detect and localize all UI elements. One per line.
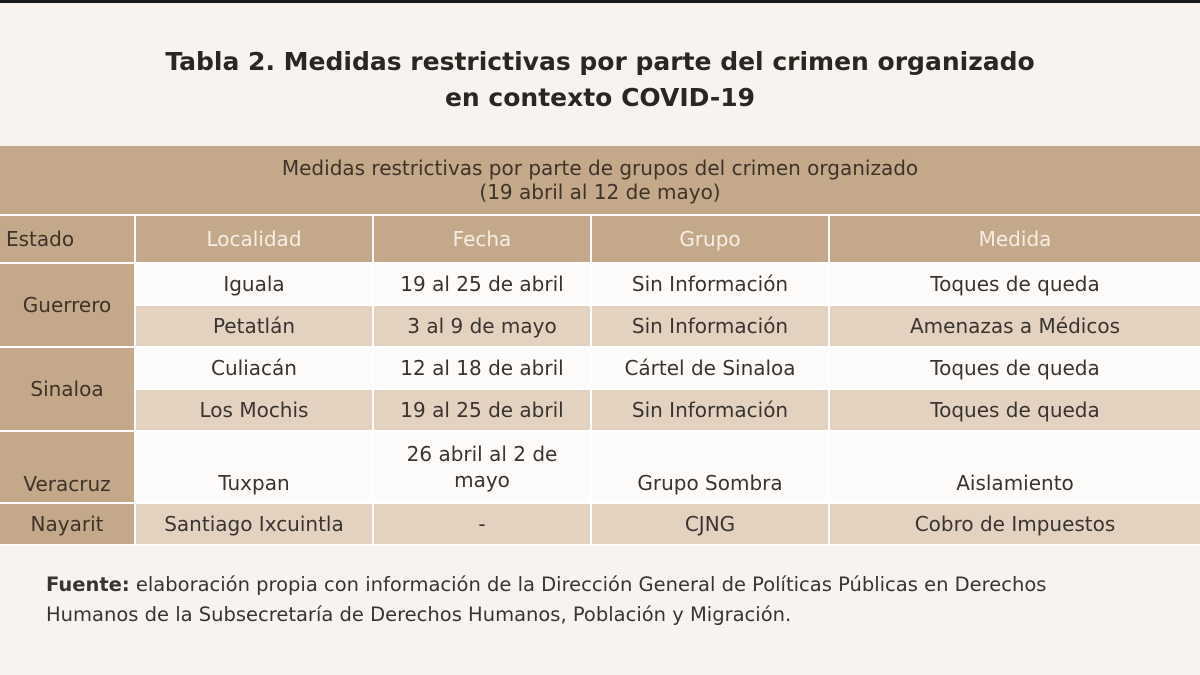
table-banner: [0, 146, 1200, 215]
header-estado: Estado: [0, 215, 135, 263]
header-fecha: Fecha: [373, 215, 591, 263]
cell-medida: Amenazas a Médicos: [829, 305, 1200, 347]
state-nayarit: Nayarit: [0, 503, 135, 545]
cell-grupo: Grupo Sombra: [591, 431, 829, 503]
cell-grupo: Sin Información: [591, 263, 829, 305]
source-note: [46, 570, 1196, 630]
cell-localidad: Iguala: [135, 263, 373, 305]
cell-medida: Toques de queda: [829, 389, 1200, 431]
header-localidad: Localidad: [135, 215, 373, 263]
cell-fecha: 19 al 25 de abril: [373, 263, 591, 305]
banner-line-2: (19 abril al 12 de mayo): [479, 180, 721, 204]
cell-grupo: Sin Información: [591, 389, 829, 431]
state-sinaloa: Sinaloa: [0, 347, 135, 431]
table-row: [0, 389, 1200, 431]
cell-localidad: Petatlán: [135, 305, 373, 347]
source-text-line-2: Humanos de la Subsecretaría de Derechos Humanos, Población y Migración.: [46, 603, 792, 626]
cell-fecha: 12 al 18 de abril: [373, 347, 591, 389]
cell-medida: Toques de queda: [829, 263, 1200, 305]
cell-localidad: Santiago Ixcuintla: [135, 503, 373, 545]
table-row: [0, 263, 1200, 305]
source-label: Fuente:: [46, 573, 130, 596]
source-text-line-1: elaboración propia con información de la Dirección General de Políticas Públicas en Derechos: [135, 573, 1047, 596]
table-title-line-1: Tabla 2. Medidas restrictivas por parte del crimen organizado: [165, 47, 1035, 76]
cell-fecha: 19 al 25 de abril: [373, 389, 591, 431]
cell-localidad: Tuxpan: [135, 431, 373, 503]
cell-localidad: Culiacán: [135, 347, 373, 389]
top-border: [0, 0, 1200, 3]
table-title-line-2: en contexto COVID-19: [444, 83, 756, 112]
state-veracruz: Veracruz: [0, 431, 135, 503]
cell-medida: Toques de queda: [829, 347, 1200, 389]
table-banner-row: [0, 146, 1200, 215]
cell-fecha: [373, 431, 591, 503]
cell-medida: Aislamiento: [829, 431, 1200, 503]
cell-grupo: CJNG: [591, 503, 829, 545]
cell-grupo: Cártel de Sinaloa: [591, 347, 829, 389]
cell-localidad: Los Mochis: [135, 389, 373, 431]
restrictive-measures-table: [0, 146, 1200, 546]
cell-fecha: -: [373, 503, 591, 545]
cell-grupo: Sin Información: [591, 305, 829, 347]
table-row: [0, 503, 1200, 545]
banner-line-1: Medidas restrictivas por parte de grupos del crimen organizado: [281, 156, 919, 180]
cell-fecha-line-1: 26 abril al 2 de: [406, 442, 558, 466]
header-medida: Medida: [829, 215, 1200, 263]
cell-fecha-line-2: mayo: [454, 468, 510, 492]
column-header-row: [0, 215, 1200, 263]
cell-fecha: 3 al 9 de mayo: [373, 305, 591, 347]
state-guerrero: Guerrero: [0, 263, 135, 347]
header-grupo: Grupo: [591, 215, 829, 263]
table-row: [0, 431, 1200, 503]
table-row: [0, 305, 1200, 347]
cell-medida: Cobro de Impuestos: [829, 503, 1200, 545]
table-row: [0, 347, 1200, 389]
